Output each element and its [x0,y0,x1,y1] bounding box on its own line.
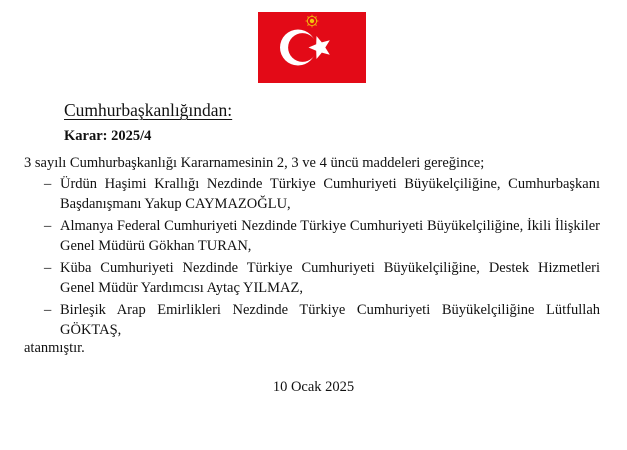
turkish-flag-icon [258,12,366,83]
list-dash: – [44,302,52,318]
list-dash: – [44,176,52,192]
decision-date: 10 Ocak 2025 [272,379,355,395]
appointment-item [44,259,600,298]
appointment-text: Almanya Federal Cumhuriyeti Nezdinde Türkiye Cumhuriyeti Büyükelçiliğine, İkili İlişkiler Genel Müdürü Gökhan TURAN, [60,218,600,254]
appointment-text: Ürdün Haşimi Krallığı Nezdinde Türkiye Cumhuriyeti Büyükelçiliğine, Cumhurbaşkanı Başdanışmanı Yakup CAYMAZOĞLU, [60,176,600,212]
issuer-heading: Cumhurbaşkanlığından: [64,100,233,120]
appointment-item [44,175,600,214]
appointment-text: Küba Cumhuriyeti Nezdinde Türkiye Cumhuriyeti Büyükelçiliğine, Destek Hizmetleri Genel Müdür Yardımcısı Aytaç YILMAZ, [60,260,600,296]
intro-paragraph: 3 sayılı Cumhurbaşkanlığı Kararnamesinin 2, 3 ve 4 üncü maddeleri gereğince; [24,155,485,171]
closing-word: atanmıştır. [24,340,85,356]
decision-number: Karar: 2025/4 [64,128,152,144]
list-dash: – [44,218,52,234]
list-dash: – [44,260,52,276]
appointment-text: Birleşik Arap Emirlikleri Nezdinde Türkiye Cumhuriyeti Büyükelçiliğine Lütfullah GÖKTAŞ, [60,302,600,338]
presidential-seal-icon [306,15,319,28]
appointment-item [44,301,600,340]
appointment-item [44,217,600,256]
appointment-list [44,175,600,343]
